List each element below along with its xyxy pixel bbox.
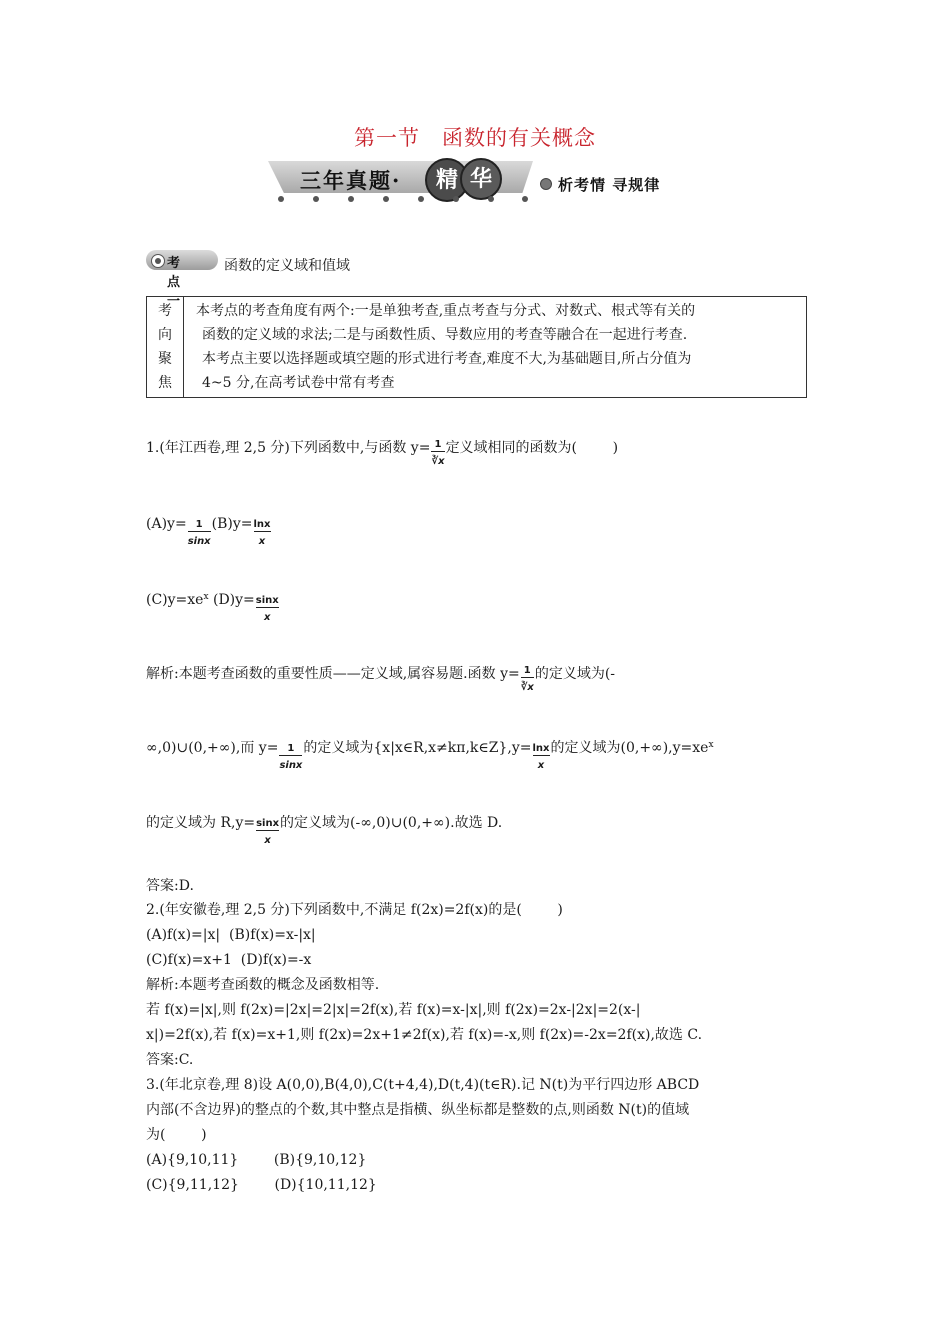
q2-options-cd: (C)f(x)=x+1 (D)f(x)=-x [146,952,312,968]
fraction: $\frac{\sin x}{x}$ [256,818,280,846]
focus-box-content [184,297,806,397]
banner-subtitle: 析考情 寻规律 [558,176,661,194]
q1-options-ab: (A)y= $\frac{1}{\sin x}$ (B)y= $\frac{\ln x}{x}$ [146,516,271,547]
q2-options-ab: (A)f(x)=|x| (B)f(x)=x-|x| [146,927,316,943]
q2-analysis-line: 若 f(x)=|x|,则 f(2x)=|2x|=2|x|=2f(x),若 f(x)=x-|x|,则 f(2x)=2x-|2x|=2(x-| [146,1002,641,1018]
target-icon [151,254,165,268]
q1-analysis-line3: 的定义域为 R,y= $\frac{\sin x}{x}$ 的定义域为(-∞,0)∪(0,+∞).故选 D. [146,815,503,846]
q1-analysis-line1: 解析:本题考查函数的重要性质——定义域,属容易题.函数 y= $\frac{1}{∛x}$ 的定义域为(- [146,664,615,693]
q2-answer: 答案:C. [146,1052,194,1068]
focus-box-label [147,297,184,397]
q3-options-cd: (C){9,11,12} (D){10,11,12} [146,1177,377,1193]
fraction: $\frac{1}{∛x}$ [431,439,445,467]
fraction: $\frac{\sin x}{x}$ [255,595,279,623]
title-topic: 函数的有关概念 [442,126,596,150]
q1-answer: 答案:D. [146,878,194,894]
focus-line: 本考点的考查角度有两个:一是单独考查,重点考查与分式、对数式、根式等有关的 [196,303,696,319]
focus-label-char: 聚 [158,351,172,367]
q1-stem: 1.(年江西卷,理 2,5 分)下列函数中,与函数 y= $\frac{1}{∛x}$ 定义域相同的函数为( ) [146,438,618,467]
q3-options-ab: (A){9,10,11} (B){9,10,12} [146,1152,367,1168]
q2-stem: 2.(年安徽卷,理 2,5 分)下列函数中,不满足 f(2x)=2f(x)的是( ) [146,902,563,918]
q2-analysis: 解析:本题考查函数的概念及函数相等. [146,977,380,993]
q3-stem-line: 3.(年北京卷,理 8)设 A(0,0),B(4,0),C(t+4,4),D(t,4)(t∈R).记 N(t)为平行四边形 ABCD [146,1077,700,1093]
banner-bullet-icon [540,178,552,190]
section-title: 函数的定义域和值域 [224,258,350,274]
banner-main-text: 三年真题· [300,168,402,193]
fraction: $\frac{1}{\sin x}$ [279,743,303,771]
focus-line: 本考点主要以选择题或填空题的形式进行考查,难度不大,为基础题目,所占分值为 [202,351,692,367]
q3-stem-line: 内部(不含边界)的整点的个数,其中整点是指横、纵坐标都是整数的点,则函数 N(t)的值域 [146,1102,690,1118]
q3-stem-line: 为( ) [146,1127,207,1143]
fraction: $\frac{\ln x}{x}$ [532,743,550,771]
fraction: $\frac{1}{∛x}$ [520,665,534,693]
section-banner [268,158,708,204]
focus-label-char: 焦 [158,375,172,391]
focus-label-char: 向 [158,327,172,343]
banner-badge-jing: 精 [425,158,469,202]
focus-line: 函数的定义域的求法;二是与函数性质、导数应用的考查等融合在一起进行考查. [202,327,688,343]
q1-options-cd: $(C)y=xe^x$ (D)y= $\frac{\sin x}{x}$ [146,592,279,623]
q1-analysis-line2: ∞,0)∪(0,+∞),而 y= $\frac{1}{\sin x}$ 的定义域为{x|x∈R,x≠kπ,k∈Z},y= $\frac{\ln x}{x}$ 的定义域为$(0,+\infty),y=xe^x$ [146,740,714,771]
fraction: $\frac{\ln x}{x}$ [253,519,271,547]
fraction: $\frac{1}{\sin x}$ [187,519,211,547]
banner-dots [278,196,528,204]
title-section-number: 第一节 [354,126,420,150]
q2-analysis-line: x|)=2f(x),若 f(x)=x+1,则 f(2x)=2x+1≠2f(x),若 f(x)=-x,则 f(2x)=-2x=2f(x),故选 C. [146,1027,703,1043]
focus-box [146,296,807,398]
focus-label-char: 考 [158,303,172,319]
tag-label: 考点一 [167,256,181,309]
banner-badge-hua: 华 [460,158,502,200]
focus-line: 4~5 分,在高考试卷中常有考查 [202,375,395,391]
page-title [0,122,950,152]
